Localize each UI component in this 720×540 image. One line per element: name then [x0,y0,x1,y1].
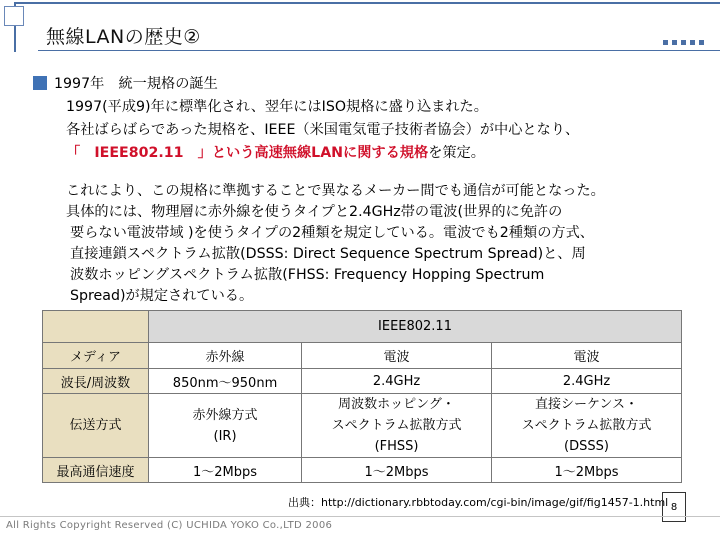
table-cell [149,394,302,458]
row-label-media: メディア [43,343,149,369]
table-cell [302,394,492,458]
copyright-text: All Rights Copyright Reserved (C) UCHIDA YOKO Co.,LTD 2006 [6,520,333,531]
cell-line: 直接シーケンス・ [535,397,638,412]
table-cell [492,394,682,458]
cell-line: (DSSS) [564,439,609,454]
table-cell: 850nm～950nm [149,369,302,394]
table-cell: 2.4GHz [302,369,492,394]
table-cell: 電波 [302,343,492,369]
dot [699,40,704,45]
ieee80211-spec-table [42,310,682,483]
paragraph-line-6: Spread)が規定されている。 [70,288,254,304]
table-cell: 1～2Mbps [492,458,682,483]
table-row [43,458,682,483]
paragraph-line-1: これにより、この規格に準拠することで異なるメーカー間でも通信が可能となった。 [66,183,605,199]
paragraph-line-5: 波数ホッピングスペクトラム拡散(FHSS: Frequency Hopping Spectrum [70,267,545,283]
header-top-rule [14,2,720,4]
table-cell: 1～2Mbps [302,458,492,483]
highlight-ieee-standard: 「 IEEE802.11 」という高速無線LANに関する規格 [66,145,429,161]
section-line-3 [66,143,485,163]
dot [663,40,668,45]
cell-line: (IR) [213,428,237,444]
header-dots [663,40,704,45]
row-label-transmission: 伝送方式 [43,394,149,458]
table-row [43,394,682,458]
cell-line: スペクトラム拡散方式 [521,418,652,433]
table-header-cell: IEEE802.11 [149,311,682,343]
footer-rule [0,516,720,517]
table-cell: 電波 [492,343,682,369]
table-cell: 赤外線 [149,343,302,369]
table-row [43,343,682,369]
table-header-row [43,311,682,343]
section-heading: 1997年 統一規格の誕生 [54,76,218,92]
paragraph-line-3: 要らない電波帯域 )を使うタイプの2種類を規定している。電波でも2種類の方式、 [70,225,594,241]
page-number: 8 [662,492,686,522]
dot [690,40,695,45]
cell-line: 赤外線方式 [192,407,258,423]
row-label-max-speed: 最高通信速度 [43,458,149,483]
corner-square [4,6,24,26]
bullet-square-icon [33,76,47,90]
table-corner-cell [43,311,149,343]
source-citation: 出典：http://dictionary.rbbtoday.com/cgi-bin/image/gif/fig1457-1.html [288,496,669,509]
dot [681,40,686,45]
paragraph-line-4: 直接連鎖スペクトラム拡散(DSSS: Direct Sequence Spectrum Spread)と、周 [70,246,586,262]
cell-line: (FHSS) [374,439,419,454]
cell-line: スペクトラム拡散方式 [331,418,462,433]
header-underline [38,50,720,51]
paragraph-line-2: 具体的には、物理層に赤外線を使うタイプと2.4GHz帯の電波(世界的に免許の [66,204,563,220]
cell-line: 周波数ホッピング・ [338,397,455,412]
dot [672,40,677,45]
row-label-wavelength: 波長/周波数 [43,369,149,394]
section-line-1: 1997(平成9)年に標準化され、翌年にはISO規格に盛り込まれた。 [66,99,488,115]
section-line-3-tail: を策定。 [428,145,485,161]
section-line-2: 各社ばらばらであった規格を、IEEE（米国電気電子技術者協会）が中心となり、 [66,122,580,138]
slide-title: 無線LANの歴史② [46,26,201,48]
table-row [43,369,682,394]
table-cell: 2.4GHz [492,369,682,394]
table-cell: 1～2Mbps [149,458,302,483]
